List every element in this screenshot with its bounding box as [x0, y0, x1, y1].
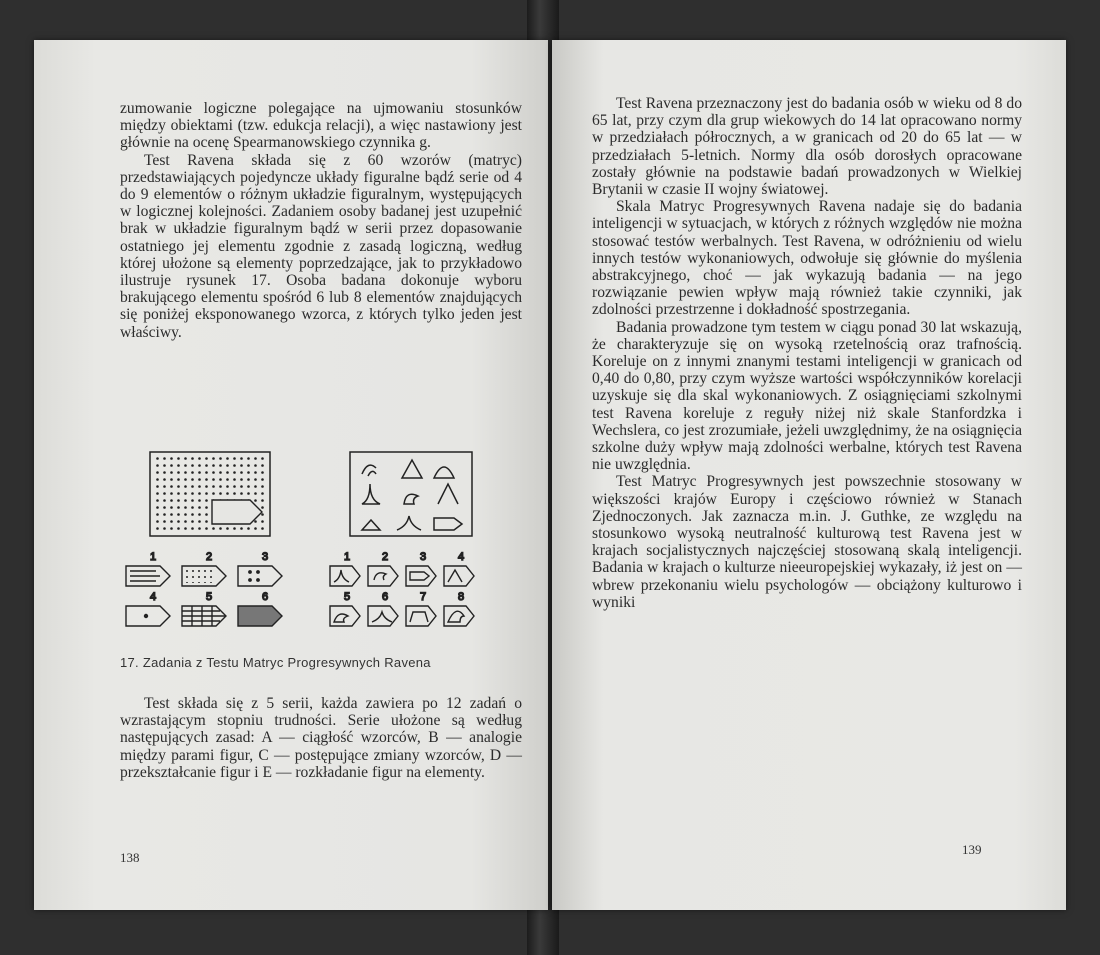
right-page [552, 40, 1066, 910]
answer-options-set-a [126, 551, 282, 626]
option-number: 5 [344, 591, 351, 603]
raven-matrices-figure [112, 448, 522, 653]
answer-options-set-b [330, 551, 474, 626]
paragraph: Test składa się z 5 serii, każda zawiera po 12 zadań o wzrastającym stopniu trudności. Serie ułożone są według następujących zasad: A — ciągłość wzorców, B — analogie między parami figur, C — postępujące zmiany wzorców, D — przekształcanie figur i E — rozkładanie figur na elementy. [120, 695, 522, 781]
option-number: 1 [344, 551, 351, 563]
paragraph: Skala Matryc Progresywnych Ravena nadaje się do badania inteligencji w sytuacjach, w których z różnych względów nie można stosować testów werbalnych. Test Ravena, w odróżnieniu od wielu innych testów wykonaniowych, odwołuje się głównie do myślenia abstrakcyjnego, choć — jak wykazują badania — na jego rozwiązanie pewien wpływ mają również takie czynniki, jak zdolności przestrzenne i dokładność spostrzegania. [592, 198, 1022, 319]
right-page-text [592, 95, 1022, 611]
shape-matrix-pattern [350, 452, 472, 536]
page-number: 138 [120, 850, 140, 865]
option-number: 3 [262, 551, 269, 563]
dot-matrix-pattern [150, 452, 270, 536]
left-page [34, 40, 548, 910]
left-page-text [120, 100, 522, 341]
option-number: 6 [262, 591, 269, 603]
option-number: 1 [150, 551, 157, 563]
option-number: 7 [420, 591, 427, 603]
option-number: 8 [458, 591, 465, 603]
figure-caption: 17. Zadania z Testu Matryc Progresywnych Ravena [120, 655, 431, 670]
paragraph: Test Ravena składa się z 60 wzorów (matryc) przedstawiających pojedyncze układy figuralne bądź serie od 4 do 9 elementów o różnym układzie figuralnym, występujących w logicznej kolejności. Zadaniem osoby badanej jest uzupełnić brak w układzie figuralnym bądź w serii przez dopasowanie ostatniego jej elementu zgodnie z zasadą logiczną, według której ułożone są elementy poprzedzające, jak to przykładowo ilustruje rysunek 17. Osoba badana dokonuje wyboru brakującego elementu spośród 6 lub 8 elementów znajdujących się poniżej eksponowanego wzorca, z których tylko jeden jest właściwy. [120, 151, 522, 341]
option-number: 2 [206, 551, 213, 563]
left-page-bottom-text [120, 695, 522, 781]
paragraph: zumowanie logiczne polegające na ujmowaniu stosunków między obiektami (tzw. edukcja relacji), a więc nastawiony jest głównie na ocenę Spearmanowskiego czynnika g. [120, 100, 522, 152]
paragraph: Test Matryc Progresywnych jest powszechnie stosowany w większości krajów Europy i częściowo również w Stanach Zjednoczonych. Jak zaznacza m.in. J. Guthke, ze względu na stosunkowo wysoką neutralność kulturową test Ravena jest w krajach socjalistycznych najczęściej stosowaną skalą inteligencji. Badania w krajach o kulturze nieeuropejskiej wykazały, iż jest on — wbrew przekonaniu wielu psychologów — obciążony kulturowo i wyniki [592, 473, 1022, 611]
paragraph: Badania prowadzone tym testem w ciągu ponad 30 lat wskazują, że charakteryzuje się on wysoką rzetelnością oraz trafnością. Koreluje on z innymi znanymi testami inteligencji w granicach od 0,40 do 0,80, przy czym wyższe wartości współczynników korelacji uzyskuje się dla skal wykonaniowych. Z osiągnięciami szkolnymi test Ravena koreluje z reguły niżej niż skale Stanfordzka i Wechslera, co jest zrozumiałe, jeżeli uwzględnimy, że na osiągnięcia szkolne duży wpływ mają zdolności werbalne, których test Ravena nie uwzględnia. [592, 318, 1022, 474]
option-number: 2 [382, 551, 389, 563]
option-number: 5 [206, 591, 213, 603]
paragraph: Test Ravena przeznaczony jest do badania osób w wieku od 8 do 65 lat, przy czym dla grup wiekowych do 14 lat opracowano normy w przedziałach półrocznych, a w granicach od 20 do 65 lat — w przedziałach 5-letnich. Normy dla osób dorosłych opracowane zostały głównie na podstawie badań prowadzonych w Wielkiej Brytanii w czasie II wojny światowej. [592, 95, 1022, 199]
option-number: 6 [382, 591, 389, 603]
page-number: 139 [962, 842, 982, 857]
option-number: 4 [150, 591, 157, 603]
option-number: 4 [458, 551, 465, 563]
option-number: 3 [420, 551, 427, 563]
